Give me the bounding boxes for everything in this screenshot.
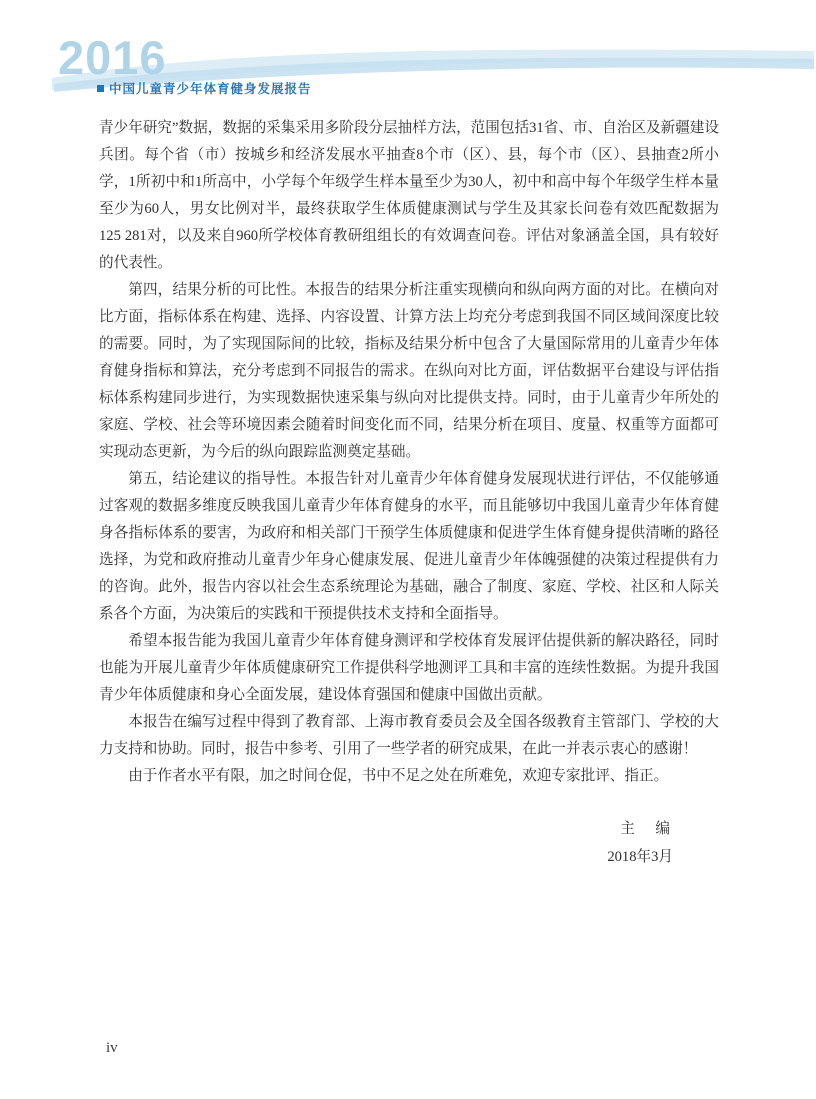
page-header (0, 0, 816, 110)
header-year: 2016 (58, 31, 167, 84)
signature-block (99, 816, 719, 871)
signature-date: 2018年3月 (607, 849, 673, 865)
title-square-bullet-icon (97, 85, 104, 92)
page-number: iv (106, 1040, 118, 1056)
page-body (99, 115, 719, 871)
page-footer (106, 1039, 118, 1057)
header-report-title-row (97, 79, 312, 97)
paragraph-acknowledgements: 本报告在编写过程中得到了教育部、上海市教育委员会及全国各级教育主管部门、学校的大力支持和协助。同时，报告中参考、引用了一些学者的研究成果，在此一并表示衷心的感谢！ (99, 714, 719, 757)
header-report-title: 中国儿童青少年体育健身发展报告 (109, 82, 312, 96)
signature-editor: 主 编 (620, 821, 673, 837)
paragraph-sampling-method: 青少年研究”数据，数据的采集采用多阶段分层抽样方法，范围包括31省、市、自治区及新疆建设兵团。每个省（市）按城乡和经济发展水平抽查8个市（区）、县，每个市（区）、县抽查2所小学，1所初中和1所高中，小学每个年级学生样本量至少为30人，初中和高中每个年级学生样本量至少为60人，男女比例对半，最终获取学生体质健康测试与学生及其家长问卷有效匹配数据为125 281对，以及来自960所学校体育教研组组长的有效调查问卷。评估对象涵盖全国，具有较好的代表性。 (99, 120, 719, 271)
paragraph-apology: 由于作者水平有限，加之时间仓促，书中不足之处在所难免，欢迎专家批评、指正。 (128, 768, 669, 784)
paragraph-comparability: 第四，结果分析的可比性。本报告的结果分析注重实现横向和纵向两方面的对比。在横向对比方面，指标体系在构建、选择、内容设置、计算方法上均充分考虑到我国不同区域间深度比较的需要。同时，为了实现国际间的比较，指标及结果分析中包含了大量国际常用的儿童青少年体育健身指标和算法，充分考虑到不同报告的需求。在纵向对比方面，评估数据平台建设与评估指标体系构建同步进行，为实现数据快速采集与纵向对比提供支持。同时，由于儿童青少年所处的家庭、学校、社会等环境因素会随着时间变化而不同，结果分析在项目、度量、权重等方面都可实现动态更新，为今后的纵向跟踪监测奠定基础。 (99, 282, 719, 460)
paragraph-guidance: 第五，结论建议的指导性。本报告针对儿童青少年体育健身发展现状进行评估，不仅能够通过客观的数据多维度反映我国儿童青少年体育健身的水平，而且能够切中我国儿童青少年体育健身各指标体系的要害，为政府和相关部门干预学生体质健康和促进学生体育健身提供清晰的路径选择，为党和政府推动儿童青少年身心健康发展、促进儿童青少年体魄强健的决策过程提供有力的咨询。此外，报告内容以社会生态系统理论为基础，融合了制度、家庭、学校、社区和人际关系各个方面，为决策后的实践和干预提供技术支持和全面指导。 (99, 471, 719, 622)
paragraph-hope: 希望本报告能为我国儿童青少年体育健身测评和学校体育发展评估提供新的解决路径，同时也能为开展儿童青少年体质健康研究工作提供科学地测评工具和丰富的连续性数据。为提升我国青少年体质健康和身心全面发展，建设体育强国和健康中国做出贡献。 (99, 633, 719, 703)
